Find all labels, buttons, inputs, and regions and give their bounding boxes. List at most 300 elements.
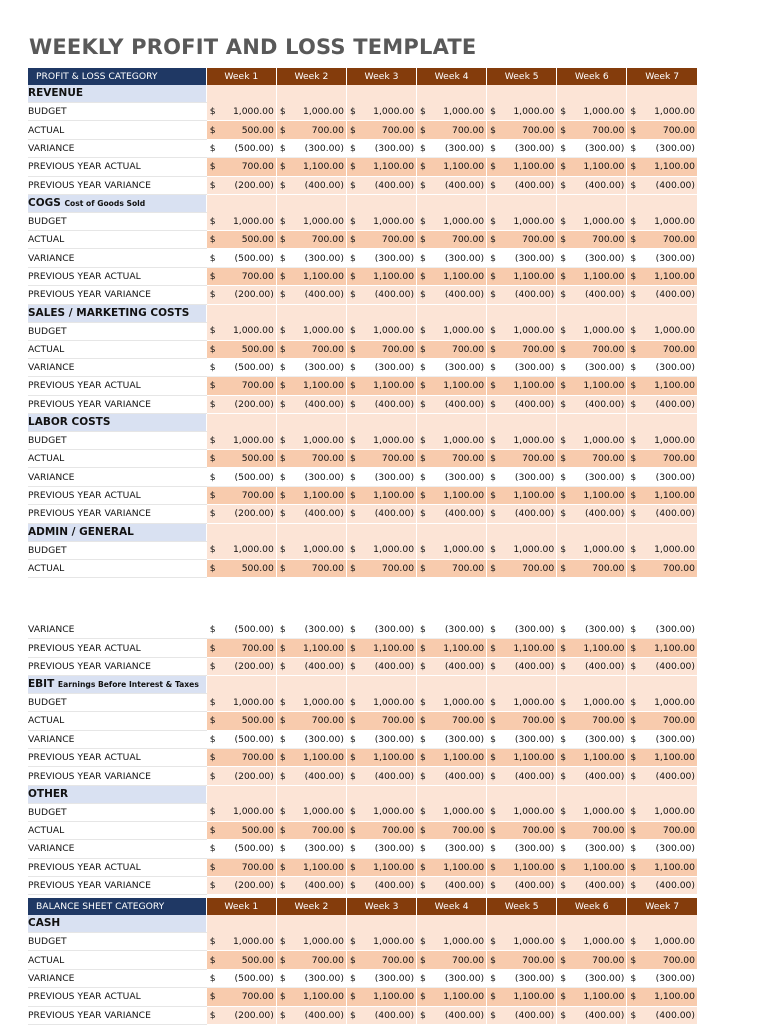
value-cell[interactable]: [346, 212, 416, 230]
value-cell[interactable]: [557, 432, 627, 450]
cell-value: (400.00): [444, 1009, 485, 1021]
value-cell[interactable]: [487, 450, 557, 468]
value-cell[interactable]: [346, 969, 416, 987]
value-cell[interactable]: [206, 858, 276, 876]
value-cell[interactable]: [487, 730, 557, 748]
value-cell[interactable]: [276, 541, 346, 559]
currency-symbol: $: [420, 434, 426, 446]
value-cell[interactable]: [557, 322, 627, 340]
value-cell[interactable]: [487, 1006, 557, 1024]
value-cell[interactable]: [417, 541, 487, 559]
value-cell[interactable]: [627, 139, 697, 157]
value-cell[interactable]: [346, 858, 416, 876]
value-cell[interactable]: [627, 249, 697, 267]
value-cell[interactable]: [346, 621, 416, 639]
value-cell[interactable]: [276, 858, 346, 876]
currency-symbol: $: [630, 215, 637, 227]
value-cell[interactable]: [276, 432, 346, 450]
value-cell[interactable]: [627, 951, 697, 969]
value-cell[interactable]: [557, 712, 627, 730]
value-cell[interactable]: [627, 876, 697, 894]
cell-value: (300.00): [444, 972, 485, 984]
currency-symbol: $: [490, 508, 496, 520]
value-cell[interactable]: [276, 639, 346, 657]
value-cell[interactable]: [206, 103, 276, 121]
value-cell[interactable]: [557, 176, 627, 194]
value-cell[interactable]: [276, 951, 346, 969]
value-cell[interactable]: [417, 358, 487, 376]
value-cell[interactable]: [276, 395, 346, 413]
value-cell[interactable]: [346, 486, 416, 504]
currency-symbol: $: [490, 752, 496, 764]
value-cell[interactable]: [206, 694, 276, 712]
value-cell[interactable]: [276, 767, 346, 785]
value-cell[interactable]: [346, 377, 416, 395]
value-cell[interactable]: [206, 712, 276, 730]
value-cell[interactable]: [627, 505, 697, 523]
value-cell[interactable]: [346, 803, 416, 821]
value-cell[interactable]: [206, 767, 276, 785]
value-cell[interactable]: [346, 730, 416, 748]
value-cell[interactable]: [417, 621, 487, 639]
value-cell[interactable]: [487, 286, 557, 304]
value-cell[interactable]: [627, 988, 697, 1006]
value-cell[interactable]: [487, 139, 557, 157]
value-cell[interactable]: [417, 730, 487, 748]
value-cell[interactable]: [346, 468, 416, 486]
value-cell[interactable]: [276, 322, 346, 340]
value-cell[interactable]: [417, 432, 487, 450]
value-cell[interactable]: [206, 657, 276, 675]
value-cell[interactable]: [487, 858, 557, 876]
value-cell[interactable]: [487, 657, 557, 675]
value-cell[interactable]: [417, 450, 487, 468]
value-cell[interactable]: [276, 559, 346, 577]
value-cell[interactable]: [276, 340, 346, 358]
value-cell[interactable]: [346, 876, 416, 894]
value-cell[interactable]: [487, 103, 557, 121]
value-cell[interactable]: [206, 322, 276, 340]
value-cell[interactable]: [417, 694, 487, 712]
value-cell[interactable]: [557, 876, 627, 894]
value-cell[interactable]: [276, 358, 346, 376]
value-cell[interactable]: [417, 559, 487, 577]
value-cell[interactable]: [206, 505, 276, 523]
value-cell[interactable]: [417, 212, 487, 230]
value-cell[interactable]: [627, 767, 697, 785]
value-cell[interactable]: [487, 486, 557, 504]
value-cell[interactable]: [557, 395, 627, 413]
value-cell[interactable]: [557, 286, 627, 304]
value-cell[interactable]: [557, 803, 627, 821]
value-cell[interactable]: [487, 559, 557, 577]
value-cell[interactable]: [276, 748, 346, 766]
value-cell[interactable]: [346, 559, 416, 577]
value-cell[interactable]: [206, 340, 276, 358]
value-cell[interactable]: [557, 621, 627, 639]
value-cell[interactable]: [627, 486, 697, 504]
value-cell[interactable]: [417, 505, 487, 523]
value-cell[interactable]: [487, 322, 557, 340]
value-cell[interactable]: [487, 767, 557, 785]
value-cell[interactable]: [346, 951, 416, 969]
value-cell[interactable]: [557, 933, 627, 951]
value-cell[interactable]: [206, 121, 276, 139]
value-cell[interactable]: [346, 267, 416, 285]
value-cell[interactable]: [417, 988, 487, 1006]
value-cell[interactable]: [206, 559, 276, 577]
value-cell[interactable]: [417, 748, 487, 766]
value-cell[interactable]: [487, 158, 557, 176]
value-cell[interactable]: [346, 933, 416, 951]
value-cell[interactable]: [276, 933, 346, 951]
value-cell[interactable]: [346, 505, 416, 523]
value-cell[interactable]: [417, 821, 487, 839]
value-cell[interactable]: [346, 158, 416, 176]
value-cell[interactable]: [627, 657, 697, 675]
value-cell[interactable]: [557, 103, 627, 121]
value-cell[interactable]: [487, 803, 557, 821]
value-cell[interactable]: [206, 1006, 276, 1024]
cell-value: 700.00: [311, 234, 344, 246]
value-cell[interactable]: [276, 505, 346, 523]
value-cell[interactable]: [627, 395, 697, 413]
value-cell[interactable]: [557, 657, 627, 675]
value-cell[interactable]: [206, 639, 276, 657]
value-cell[interactable]: [487, 340, 557, 358]
value-cell[interactable]: [346, 230, 416, 248]
value-cell[interactable]: [557, 249, 627, 267]
value-cell[interactable]: [557, 748, 627, 766]
value-cell[interactable]: [206, 748, 276, 766]
value-cell[interactable]: [206, 286, 276, 304]
value-cell[interactable]: [417, 803, 487, 821]
section-blank-cell: [346, 676, 416, 694]
value-cell[interactable]: [557, 541, 627, 559]
value-cell[interactable]: [206, 230, 276, 248]
value-cell[interactable]: [417, 712, 487, 730]
value-cell[interactable]: [557, 358, 627, 376]
value-cell[interactable]: [276, 821, 346, 839]
value-cell[interactable]: [487, 505, 557, 523]
currency-symbol: $: [630, 752, 637, 764]
value-cell[interactable]: [206, 450, 276, 468]
value-cell[interactable]: [417, 121, 487, 139]
value-cell[interactable]: [346, 748, 416, 766]
value-cell[interactable]: [557, 840, 627, 858]
value-cell[interactable]: [206, 988, 276, 1006]
value-cell[interactable]: [346, 103, 416, 121]
value-cell[interactable]: [627, 377, 697, 395]
value-cell[interactable]: [346, 395, 416, 413]
value-cell[interactable]: [627, 694, 697, 712]
value-cell[interactable]: [206, 358, 276, 376]
value-cell[interactable]: [346, 694, 416, 712]
value-cell[interactable]: [206, 933, 276, 951]
value-cell[interactable]: [557, 1006, 627, 1024]
value-cell[interactable]: [276, 621, 346, 639]
cell-value: (400.00): [514, 179, 555, 191]
table-row: [28, 858, 697, 876]
value-cell[interactable]: [206, 432, 276, 450]
value-cell[interactable]: [346, 657, 416, 675]
value-cell[interactable]: [417, 840, 487, 858]
value-cell[interactable]: [557, 486, 627, 504]
value-cell[interactable]: [417, 657, 487, 675]
value-cell[interactable]: [417, 933, 487, 951]
value-cell[interactable]: [276, 212, 346, 230]
value-cell[interactable]: [276, 450, 346, 468]
value-cell[interactable]: [417, 230, 487, 248]
value-cell[interactable]: [346, 358, 416, 376]
value-cell[interactable]: [627, 121, 697, 139]
value-cell[interactable]: [206, 803, 276, 821]
value-cell[interactable]: [346, 1006, 416, 1024]
cell-value: 1,000.00: [654, 806, 695, 818]
cell-value: 700.00: [381, 124, 415, 136]
value-cell[interactable]: [276, 267, 346, 285]
value-cell[interactable]: [276, 840, 346, 858]
value-cell[interactable]: [417, 322, 487, 340]
value-cell[interactable]: [346, 176, 416, 194]
value-cell[interactable]: [206, 377, 276, 395]
value-cell[interactable]: [627, 712, 697, 730]
value-cell[interactable]: [276, 103, 346, 121]
section-blank-cell: [627, 85, 697, 103]
cell-value: (200.00): [234, 770, 274, 782]
value-cell[interactable]: [627, 541, 697, 559]
value-cell[interactable]: [557, 230, 627, 248]
value-cell[interactable]: [557, 951, 627, 969]
value-cell[interactable]: [627, 230, 697, 248]
value-cell[interactable]: [627, 803, 697, 821]
value-cell[interactable]: [417, 176, 487, 194]
value-cell[interactable]: [627, 1006, 697, 1024]
value-cell[interactable]: [206, 249, 276, 267]
value-cell[interactable]: [487, 267, 557, 285]
value-cell[interactable]: [557, 639, 627, 657]
value-cell[interactable]: [557, 377, 627, 395]
value-cell[interactable]: [417, 468, 487, 486]
value-cell[interactable]: [276, 712, 346, 730]
value-cell[interactable]: [627, 176, 697, 194]
value-cell[interactable]: [276, 230, 346, 248]
value-cell[interactable]: [487, 748, 557, 766]
value-cell[interactable]: [276, 969, 346, 987]
value-cell[interactable]: [627, 158, 697, 176]
value-cell[interactable]: [346, 988, 416, 1006]
value-cell[interactable]: [557, 468, 627, 486]
value-cell[interactable]: [206, 951, 276, 969]
value-cell[interactable]: [627, 286, 697, 304]
value-cell[interactable]: [487, 249, 557, 267]
value-cell[interactable]: [487, 358, 557, 376]
value-cell[interactable]: [557, 267, 627, 285]
value-cell[interactable]: [206, 541, 276, 559]
value-cell[interactable]: [487, 933, 557, 951]
value-cell[interactable]: [487, 468, 557, 486]
value-cell[interactable]: [276, 803, 346, 821]
value-cell[interactable]: [627, 730, 697, 748]
value-cell[interactable]: [417, 395, 487, 413]
value-cell[interactable]: [417, 377, 487, 395]
value-cell[interactable]: [276, 468, 346, 486]
value-cell[interactable]: [346, 139, 416, 157]
value-cell[interactable]: [627, 559, 697, 577]
value-cell[interactable]: [627, 821, 697, 839]
value-cell[interactable]: [206, 395, 276, 413]
row-label: ACTUAL: [28, 450, 206, 468]
value-cell[interactable]: [417, 158, 487, 176]
value-cell[interactable]: [557, 559, 627, 577]
value-cell[interactable]: [276, 249, 346, 267]
value-cell[interactable]: [276, 158, 346, 176]
value-cell[interactable]: [627, 432, 697, 450]
value-cell[interactable]: [627, 450, 697, 468]
value-cell[interactable]: [557, 821, 627, 839]
value-cell[interactable]: [206, 840, 276, 858]
value-cell[interactable]: [557, 212, 627, 230]
value-cell[interactable]: [276, 139, 346, 157]
value-cell[interactable]: [487, 212, 557, 230]
cell-value: (300.00): [444, 471, 485, 483]
value-cell[interactable]: [346, 450, 416, 468]
value-cell[interactable]: [206, 176, 276, 194]
value-cell[interactable]: [346, 767, 416, 785]
value-cell[interactable]: [206, 212, 276, 230]
value-cell[interactable]: [627, 748, 697, 766]
value-cell[interactable]: [627, 340, 697, 358]
value-cell[interactable]: [276, 1006, 346, 1024]
value-cell[interactable]: [276, 286, 346, 304]
value-cell[interactable]: [627, 933, 697, 951]
value-cell[interactable]: [627, 103, 697, 121]
value-cell[interactable]: [206, 486, 276, 504]
value-cell[interactable]: [627, 212, 697, 230]
value-cell[interactable]: [487, 969, 557, 987]
value-cell[interactable]: [417, 340, 487, 358]
value-cell[interactable]: [346, 432, 416, 450]
value-cell[interactable]: [557, 158, 627, 176]
value-cell[interactable]: [206, 267, 276, 285]
value-cell[interactable]: [487, 712, 557, 730]
value-cell[interactable]: [557, 969, 627, 987]
value-cell[interactable]: [206, 821, 276, 839]
value-cell[interactable]: [346, 249, 416, 267]
value-cell[interactable]: [276, 694, 346, 712]
value-cell[interactable]: [417, 639, 487, 657]
value-cell[interactable]: [487, 230, 557, 248]
value-cell[interactable]: [417, 858, 487, 876]
value-cell[interactable]: [627, 969, 697, 987]
value-cell[interactable]: [346, 712, 416, 730]
value-cell[interactable]: [417, 103, 487, 121]
value-cell[interactable]: [487, 840, 557, 858]
value-cell[interactable]: [276, 121, 346, 139]
value-cell[interactable]: [276, 988, 346, 1006]
value-cell[interactable]: [487, 876, 557, 894]
value-cell[interactable]: [206, 876, 276, 894]
value-cell[interactable]: [627, 840, 697, 858]
value-cell[interactable]: [557, 139, 627, 157]
value-cell[interactable]: [276, 486, 346, 504]
value-cell[interactable]: [557, 121, 627, 139]
value-cell[interactable]: [487, 541, 557, 559]
value-cell[interactable]: [346, 340, 416, 358]
value-cell[interactable]: [557, 988, 627, 1006]
value-cell[interactable]: [487, 377, 557, 395]
cell-value: 1,000.00: [583, 936, 625, 948]
value-cell[interactable]: [206, 730, 276, 748]
value-cell[interactable]: [346, 639, 416, 657]
value-cell[interactable]: [206, 621, 276, 639]
value-cell[interactable]: [346, 286, 416, 304]
value-cell[interactable]: [417, 969, 487, 987]
value-cell[interactable]: [346, 322, 416, 340]
value-cell[interactable]: [487, 395, 557, 413]
value-cell[interactable]: [627, 267, 697, 285]
value-cell[interactable]: [276, 657, 346, 675]
value-cell[interactable]: [276, 876, 346, 894]
value-cell[interactable]: [557, 730, 627, 748]
value-cell[interactable]: [557, 450, 627, 468]
value-cell[interactable]: [206, 969, 276, 987]
value-cell[interactable]: [627, 621, 697, 639]
value-cell[interactable]: [487, 694, 557, 712]
value-cell[interactable]: [417, 951, 487, 969]
cell-value: (300.00): [304, 471, 344, 483]
value-cell[interactable]: [557, 505, 627, 523]
value-cell[interactable]: [346, 541, 416, 559]
value-cell[interactable]: [627, 639, 697, 657]
value-cell[interactable]: [346, 121, 416, 139]
value-cell[interactable]: [346, 821, 416, 839]
value-cell[interactable]: [557, 858, 627, 876]
value-cell[interactable]: [206, 158, 276, 176]
value-cell[interactable]: [627, 322, 697, 340]
value-cell[interactable]: [417, 876, 487, 894]
value-cell[interactable]: [417, 249, 487, 267]
value-cell[interactable]: [487, 121, 557, 139]
value-cell[interactable]: [557, 694, 627, 712]
value-cell[interactable]: [206, 468, 276, 486]
value-cell[interactable]: [627, 858, 697, 876]
value-cell[interactable]: [417, 286, 487, 304]
value-cell[interactable]: [627, 468, 697, 486]
value-cell[interactable]: [487, 621, 557, 639]
value-cell[interactable]: [627, 358, 697, 376]
value-cell[interactable]: [417, 767, 487, 785]
value-cell[interactable]: [557, 767, 627, 785]
value-cell[interactable]: [557, 340, 627, 358]
value-cell[interactable]: [487, 639, 557, 657]
week-header: Week 6: [557, 898, 627, 915]
value-cell[interactable]: [417, 486, 487, 504]
value-cell[interactable]: [487, 988, 557, 1006]
value-cell[interactable]: [417, 1006, 487, 1024]
value-cell[interactable]: [206, 139, 276, 157]
value-cell[interactable]: [487, 951, 557, 969]
value-cell[interactable]: [417, 267, 487, 285]
value-cell[interactable]: [487, 176, 557, 194]
value-cell[interactable]: [346, 840, 416, 858]
value-cell[interactable]: [487, 432, 557, 450]
value-cell[interactable]: [276, 176, 346, 194]
value-cell[interactable]: [417, 139, 487, 157]
value-cell[interactable]: [487, 821, 557, 839]
value-cell[interactable]: [276, 377, 346, 395]
value-cell[interactable]: [276, 730, 346, 748]
